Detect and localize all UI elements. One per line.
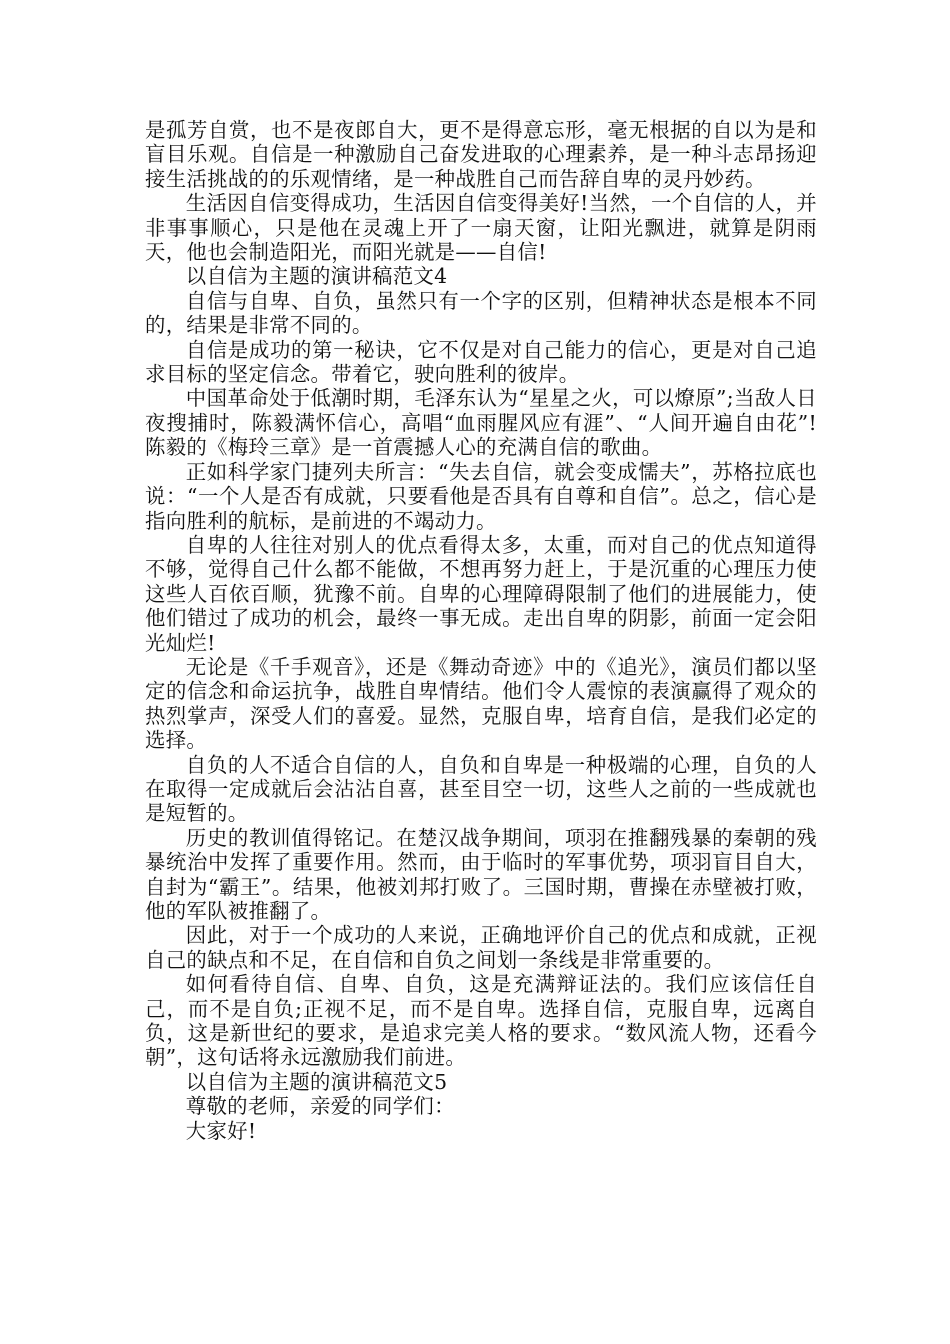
document-body	[145, 118, 817, 1143]
salutation: 尊敬的老师，亲爱的同学们：	[185, 1094, 455, 1119]
greeting: 大家好!	[185, 1118, 257, 1143]
paragraph: 自卑的人往往对别人的优点看得太多，太重，而对自己的优点知道得不够，觉得自己什么都不能做，不想再努力赶上，于是沉重的心理压力使这些人百依百顺，犹豫不前。自卑的心理障碍限制了他们的进展能力，使他们错过了成功的机会，最终一事无成。走出自卑的阴影，前面一定会阳光灿烂!	[145, 532, 817, 655]
section-heading: 以自信为主题的演讲稿范文4	[185, 264, 448, 289]
paragraph: 生活因自信变得成功，生活因自信变得美好!当然，一个自信的人，并非事事顺心，只是他在灵魂上开了一扇天窗，让阳光飘进，就算是阴雨天，他也会制造阳光，而阳光就是——自信!	[145, 191, 817, 265]
paragraph: 无论是《千手观音》，还是《舞动奇迹》中的《追光》，演员们都以坚定的信念和命运抗争，战胜自卑情结。他们令人震惊的表演赢得了观众的热烈掌声，深受人们的喜爱。显然，克服自卑，培育自信，是我们必定的选择。	[145, 654, 817, 753]
section-heading: 以自信为主题的演讲稿范文5	[185, 1069, 448, 1094]
paragraph: 中国革命处于低潮时期，毛泽东认为“星星之火，可以燎原”;当敌人日夜搜捕时，陈毅满怀信心，高唱“血雨腥风应有涯”、“人间开遍自由花”!陈毅的《梅玲三章》是一首震撼人心的充满自信的歌曲。	[145, 386, 817, 460]
paragraph: 自信与自卑、自负，虽然只有一个字的区别，但精神状态是根本不同的，结果是非常不同的。	[145, 288, 817, 338]
paragraph: 因此，对于一个成功的人来说，正确地评价自己的优点和成就，正视自己的缺点和不足，在自信和自负之间划一条线是非常重要的。	[145, 923, 817, 972]
paragraph: 历史的教训值得铭记。在楚汉战争期间，项羽在推翻残暴的秦朝的残暴统治中发挥了重要作用。然而，由于临时的军事优势，项羽盲目自大，自封为“霸王”。结果，他被刘邦打败了。三国时期，曹操在赤壁被打败，他的军队被推翻了。	[145, 825, 817, 923]
paragraph: 自负的人不适合自信的人，自负和自卑是一种极端的心理，自负的人在取得一定成就后会沾沾自喜，甚至目空一切，这些人之前的一些成就也是短暂的。	[145, 752, 817, 826]
paragraph-continuation: 是孤芳自赏，也不是夜郎自大，更不是得意忘形，毫无根据的自以为是和盲目乐观。自信是一种激励自己奋发进取的心理素养，是一种斗志昂扬迎接生活挑战的的乐观情绪，是一种战胜自己而告辞自卑的灵丹妙药。	[145, 118, 817, 191]
paragraph: 自信是成功的第一秘诀，它不仅是对自己能力的信心，更是对自己追求目标的坚定信念。带着它，驶向胜利的彼岸。	[145, 337, 817, 387]
paragraph: 正如科学家门捷列夫所言：“失去自信，就会变成懦夫”，苏格拉底也说：“一个人是否有成就，只要看他是否具有自尊和自信”。总之，信心是指向胜利的航标，是前进的不竭动力。	[145, 459, 817, 533]
paragraph: 如何看待自信、自卑、自负，这是充满辩证法的。我们应该信任自己，而不是自负;正视不足，而不是自卑。选择自信，克服自卑，远离自负，这是新世纪的要求，是追求完美人格的要求。“数风流人物，还看今朝”，这句话将永远激励我们前进。	[145, 972, 817, 1070]
